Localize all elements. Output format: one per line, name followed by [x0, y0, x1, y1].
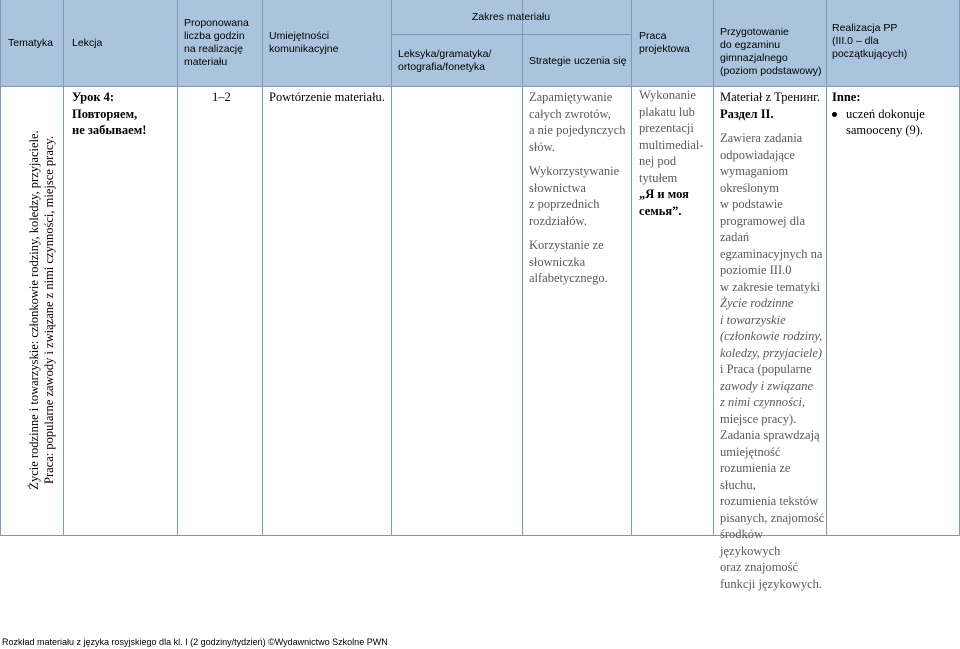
bullet-icon — [832, 112, 837, 117]
strategies-list: Zapamiętywanie całych zwrotów, a nie pojedynczych słów. Wykorzystywanie słownictwa z poprzednich rozdziałów. Korzystanie ze słowniczka alfabetycznego. — [529, 90, 626, 285]
project-work: Wykonanie plakatu lub prezentacji multimedial- nej pod tytułem „Я и моя семья”. — [639, 88, 704, 218]
header-umiejetnosci: Umiejętności komunikacyjne — [269, 30, 339, 55]
topic-cell — [14, 90, 69, 530]
topic-line: Praca: popularne zawody i związane z nimi czynności, miejsce pracy. — [41, 136, 56, 484]
lesson-title: Урок 4: Повторяем, не забываем! — [72, 90, 147, 137]
header-leksyka: Leksyka/gramatyka/ ortografia/fonetyka — [398, 48, 492, 73]
hours-value: 1–2 — [212, 90, 231, 104]
skills-value: Powtórzenie materiału. — [269, 90, 385, 104]
header-lekcja: Lekcja — [72, 36, 103, 49]
header-egzamin: Przygotowanie do egzaminu gimnazjalnego (poziom podstawowy) — [720, 26, 822, 77]
header-tematyka: Tematyka — [8, 36, 53, 49]
header-godziny: Proponowana liczba godzin na realizację materiału — [184, 17, 249, 68]
realization-item: uczeń dokonuje samooceny (9). — [832, 106, 957, 139]
header-zakres: Zakres materiału — [471, 10, 551, 23]
exam-prep: Materiał z Тренинг. Раздел II. Zawiera zadania odpowiadające wymaganiom określonym w podstawie programowej dla zadań egzaminacyjnych na poziomie III.0 w zakresie tematyki Życie rodzinne i towarzyskie (członkowie rodziny, koledzy, przyjaciele) i Praca (popularne zawody i związane z nimi czynności, miejsce pracy). Zadania sprawdzają umiejętność rozumienia ze słuchu, rozumienia tekstów pisanych, znajomość środków językowych oraz znajomość funkcji językowych. — [720, 90, 825, 591]
header-praca: Praca projektowa — [639, 30, 690, 55]
header-strategie: Strategie uczenia się — [529, 54, 627, 67]
header-realizacja: Realizacja PP (III.0 – dla początkujących) — [832, 22, 908, 60]
page-footer: Rozkład materiału z języka rosyjskiego dla kl. I (2 godziny/tydzień) ©Wydawnictwo Szkolne PWN — [2, 637, 388, 647]
realization-label: Inne: — [832, 90, 861, 104]
topic-line: Życie rodzinne i towarzyskie: członkowie rodziny, koledzy, przyjaciele. — [26, 130, 41, 490]
realization-cell — [832, 89, 957, 139]
